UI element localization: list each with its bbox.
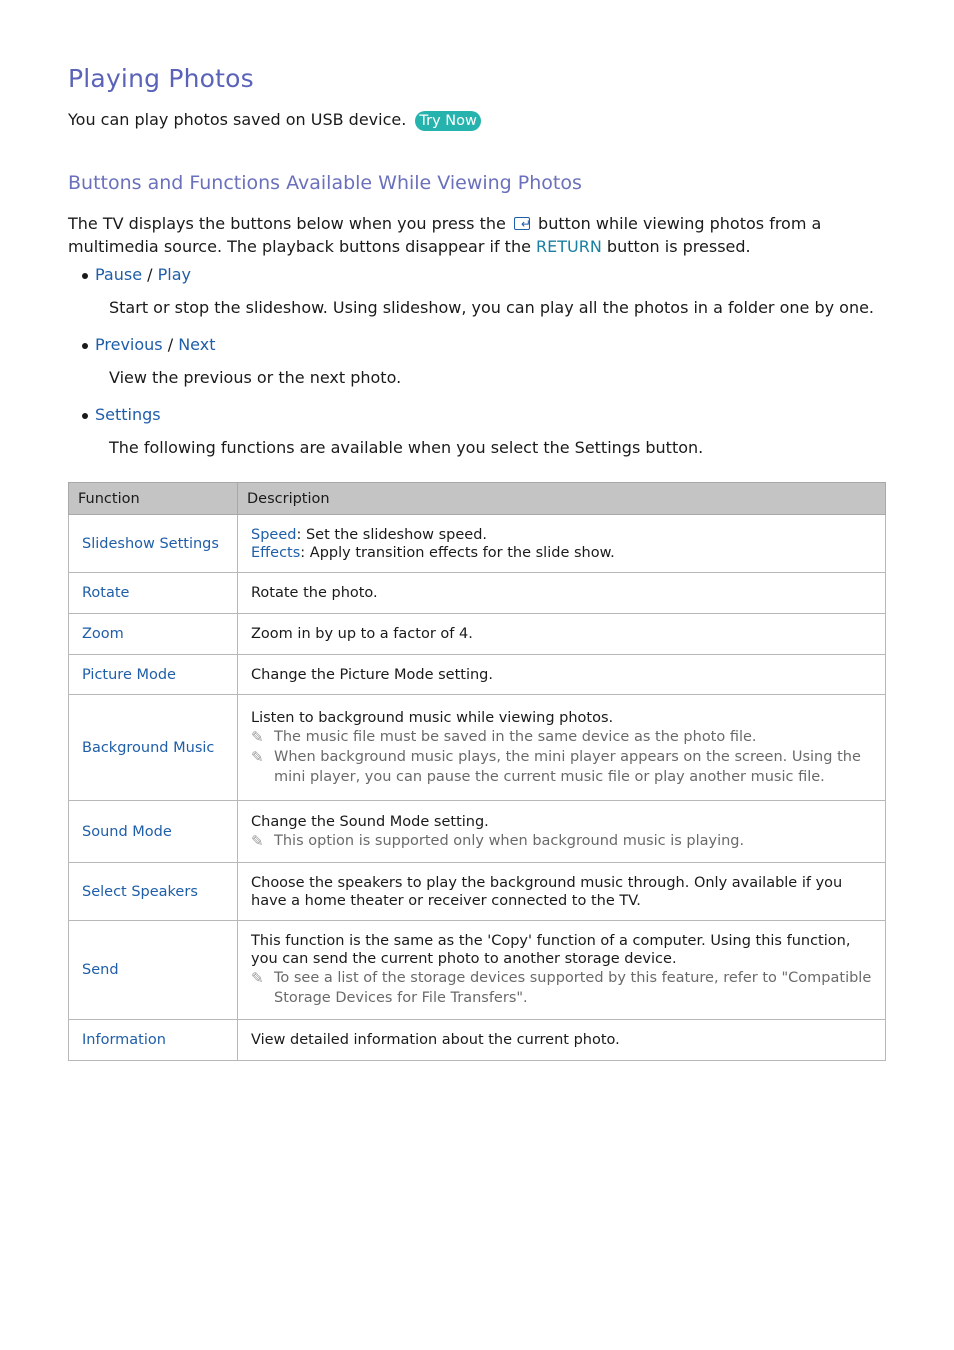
section-title: Buttons and Functions Available While Viewing Photos — [68, 172, 582, 194]
para-part3: button is pressed. — [606, 237, 751, 256]
function-cell: Zoom — [69, 614, 238, 655]
function-cell: Send — [69, 921, 238, 1020]
description-cell: Rotate the photo. — [238, 573, 886, 614]
desc-text: Change the Sound Mode setting. — [251, 813, 489, 830]
pencil-icon: ✎ — [251, 747, 264, 766]
bullet-title-previous-next — [95, 335, 215, 354]
desc-line — [251, 526, 872, 544]
table-row — [69, 573, 886, 614]
next-label: Next — [178, 335, 216, 354]
pencil-icon: ✎ — [251, 831, 264, 850]
function-cell: Information — [69, 1020, 238, 1061]
desc-line — [251, 544, 872, 562]
note-text: To see a list of the storage devices supported by this feature, refer to "Compatible Storage Devices for File Transfers". — [274, 970, 872, 1006]
effects-label: Effects — [251, 544, 301, 561]
intro-line — [68, 110, 481, 131]
function-cell: Select Speakers — [69, 863, 238, 921]
table-row — [69, 695, 886, 801]
speed-text: : Set the slideshow speed. — [296, 526, 488, 543]
para-part1: The TV displays the buttons below when you press the — [68, 214, 506, 233]
play-label: Play — [157, 265, 192, 284]
description-cell: Choose the speakers to play the background music through. Only available if you have a home theater or receiver connected to the TV. — [238, 863, 886, 921]
table-row — [69, 614, 886, 655]
description-cell: Change the Picture Mode setting. — [238, 655, 886, 695]
separator: / — [167, 335, 174, 354]
speed-label: Speed — [251, 526, 297, 543]
para-part2: button while viewing photos from a multimedia source. The playback buttons disappear if the — [68, 214, 822, 256]
bullet-desc-previous-next: View the previous or the next photo. — [109, 368, 402, 387]
table-row — [69, 801, 886, 863]
pencil-icon: ✎ — [251, 727, 264, 746]
bullet-title-settings — [95, 405, 161, 424]
desc-text: Listen to background music while viewing photos. — [251, 709, 614, 726]
page-title: Playing Photos — [68, 64, 254, 93]
table-row — [69, 1020, 886, 1061]
note — [251, 727, 872, 747]
function-cell: Rotate — [69, 573, 238, 614]
header-function: Function — [69, 483, 238, 515]
note-text: This option is supported only when background music is playing. — [274, 832, 745, 849]
note-text: When background music plays, the mini player appears on the screen. Using the mini player, you can pause the current music file or play another music file. — [274, 748, 861, 785]
pencil-icon: ✎ — [251, 969, 264, 987]
note — [251, 968, 872, 1008]
table-row — [69, 863, 886, 921]
description-cell: View detailed information about the current photo. — [238, 1020, 886, 1061]
description-cell: Zoom in by up to a factor of 4. — [238, 614, 886, 655]
effects-text: : Apply transition effects for the slide show. — [300, 544, 615, 561]
previous-label: Previous — [95, 335, 163, 354]
bullet-desc-pause-play: Start or stop the slideshow. Using slideshow, you can play all the photos in a folder one by one. — [109, 298, 875, 317]
separator: / — [147, 265, 153, 284]
function-cell: Background Music — [69, 695, 238, 801]
note — [251, 747, 872, 787]
functions-table — [68, 482, 886, 1061]
description-cell — [238, 695, 886, 801]
function-cell: Sound Mode — [69, 801, 238, 863]
enter-icon — [514, 217, 530, 230]
description-cell — [238, 921, 886, 1020]
note — [251, 831, 872, 851]
bullet-desc-settings: The following functions are available when you select the Settings button. — [109, 438, 704, 457]
function-cell: Picture Mode — [69, 655, 238, 695]
try-now-button[interactable]: Try Now — [415, 111, 480, 131]
intro-text: You can play photos saved on USB device. — [68, 110, 407, 129]
table-row — [69, 655, 886, 695]
header-description: Description — [238, 483, 886, 515]
function-cell: Slideshow Settings — [69, 515, 238, 573]
table-row — [69, 515, 886, 573]
description-cell — [238, 515, 886, 573]
return-label: RETURN — [536, 237, 602, 256]
description-paragraph — [68, 212, 886, 258]
bullet-title-pause-play — [95, 265, 191, 284]
table-header-row — [69, 483, 886, 515]
desc-text: This function is the same as the 'Copy' function of a computer. Using this function, you can send the current photo to another storage device. — [251, 933, 851, 967]
description-cell — [238, 801, 886, 863]
table-row — [69, 921, 886, 1020]
note-text: The music file must be saved in the same device as the photo file. — [274, 728, 757, 745]
settings-label: Settings — [95, 405, 161, 424]
pause-label: Pause — [95, 265, 143, 284]
